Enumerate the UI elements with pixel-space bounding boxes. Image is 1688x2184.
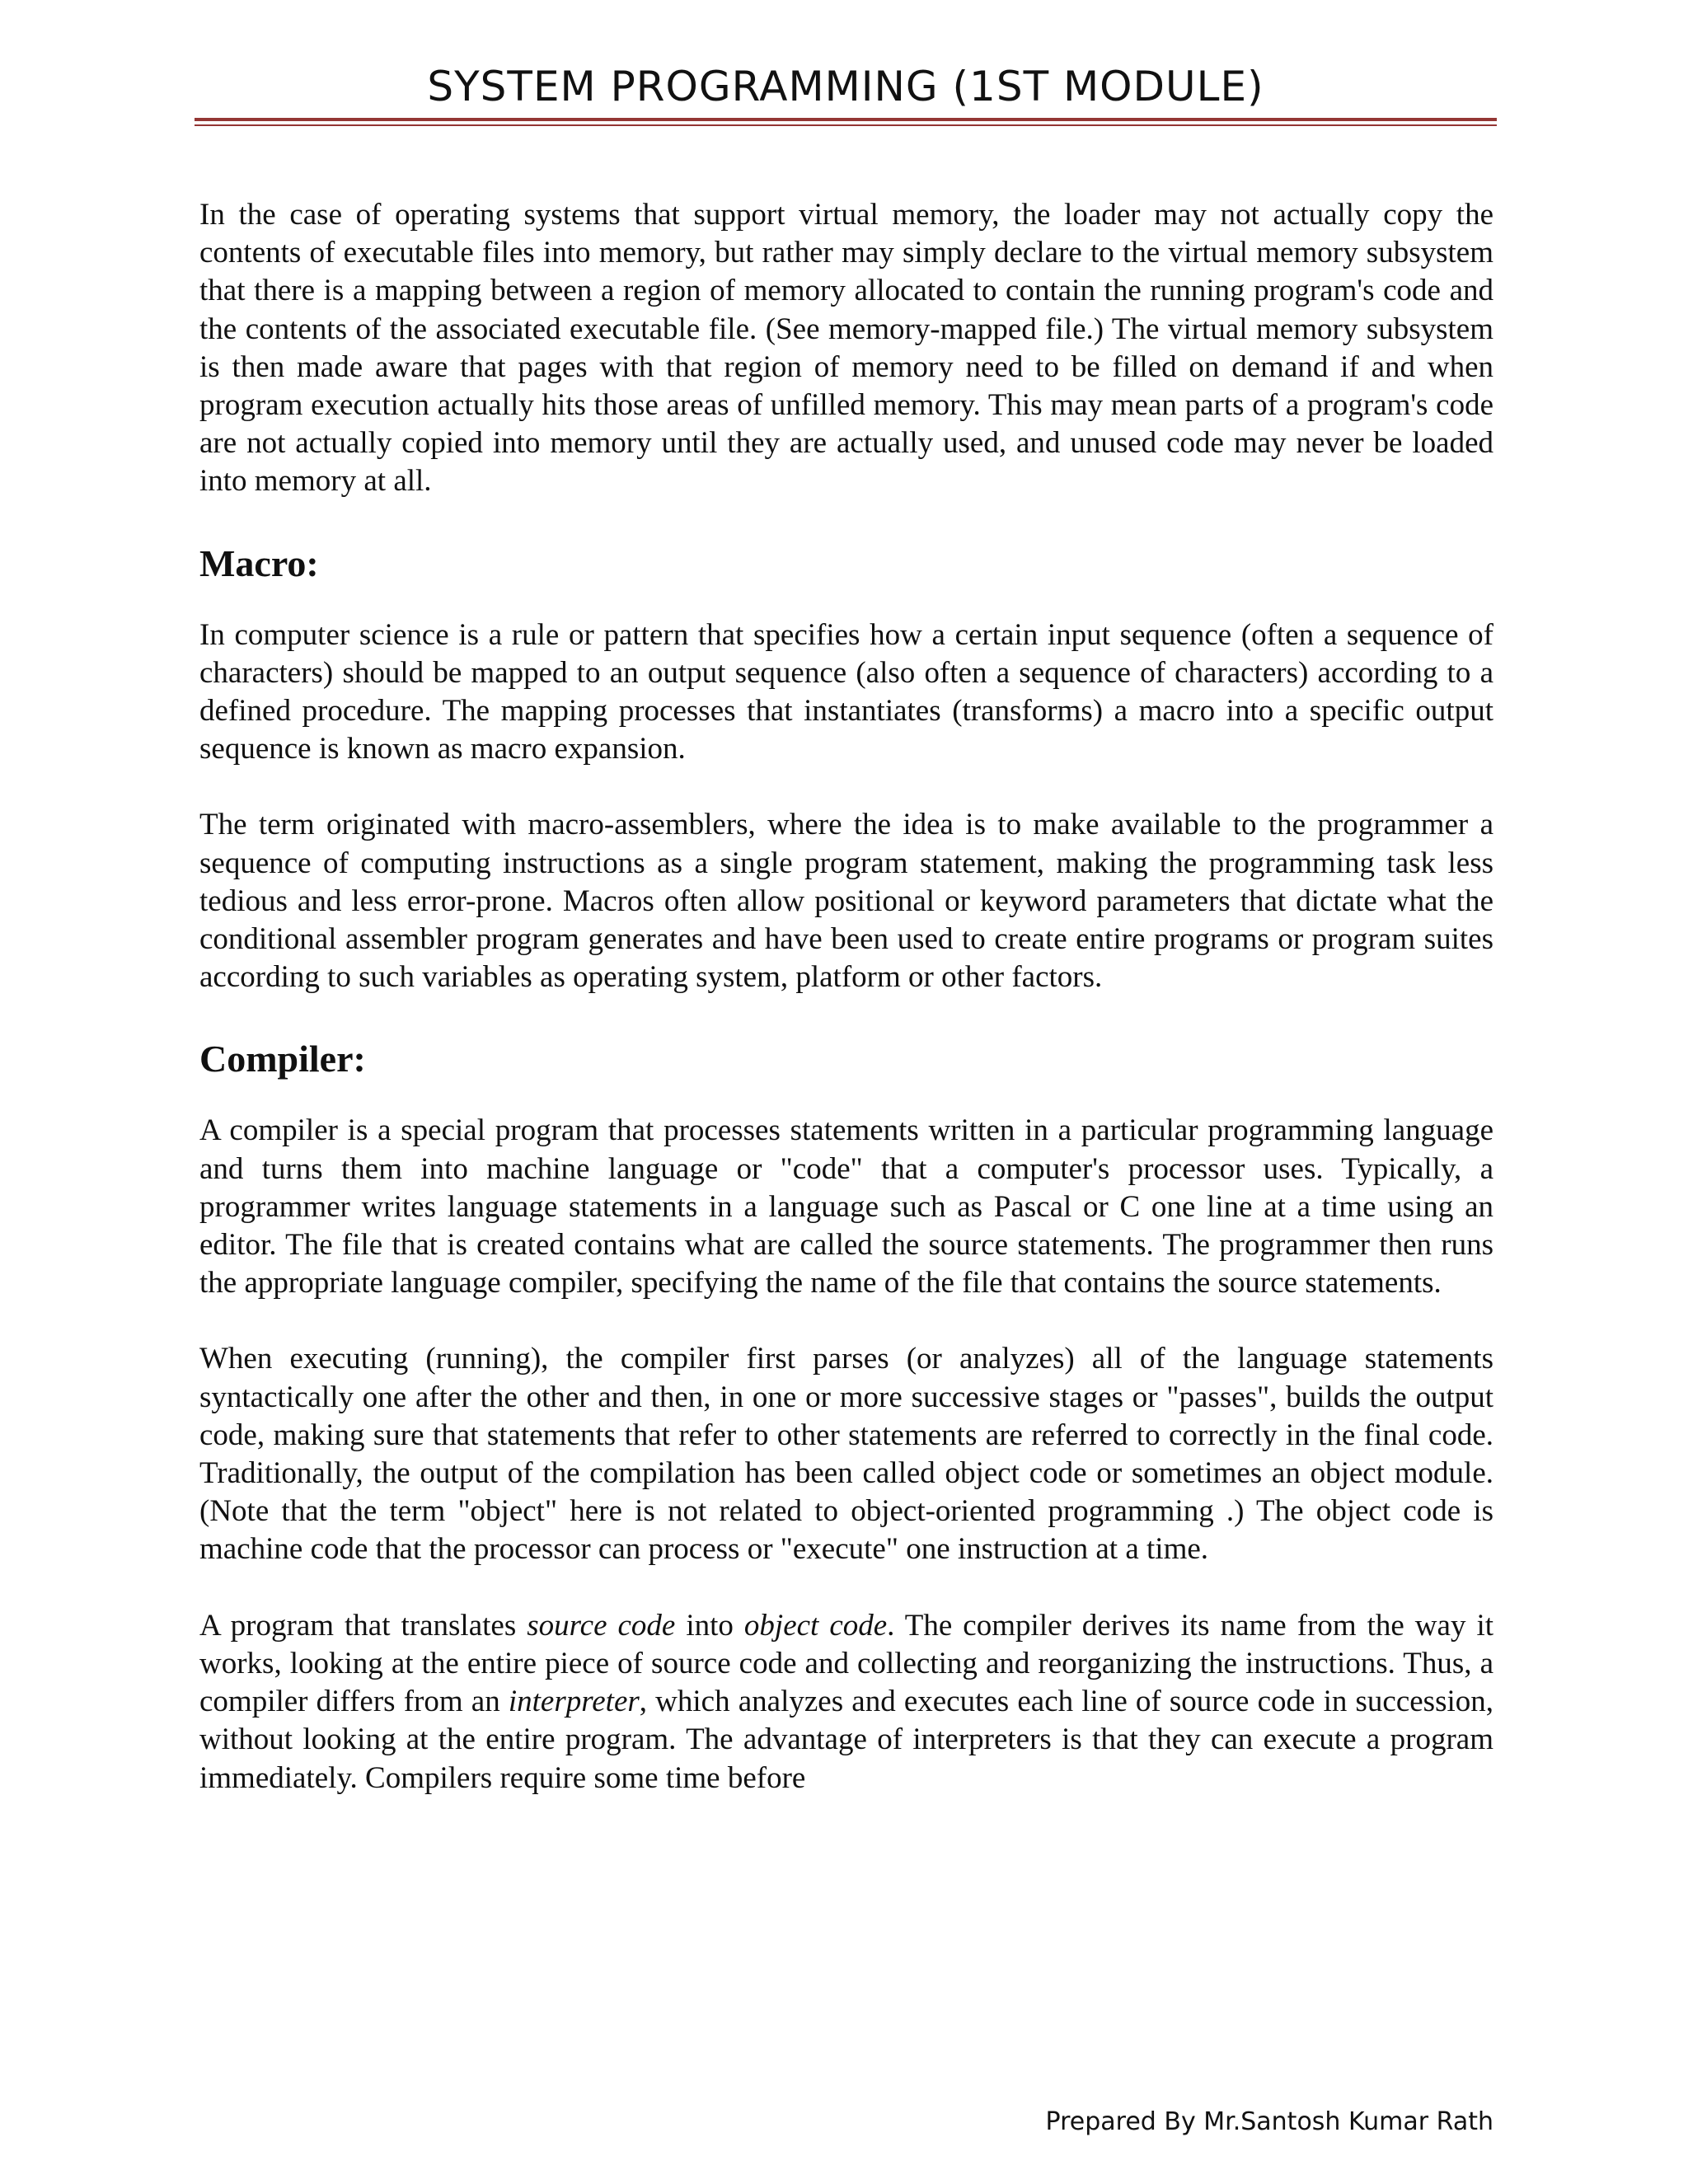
page-footer-credit: Prepared By Mr.Santosh Kumar Rath [1045, 2107, 1493, 2136]
paragraph-compiler-definition: A compiler is a special program that processes statements written in a particular programming language and turns them into machine language or "code" that a computer's processor uses. Typically, a programmer writes language statements in a language such as Pascal or C one line at a time using an editor. The file that is created contains what are called the source statements. The programmer then runs the appropriate language compiler, specifying the name of the file that contains the source statements. [199, 1113, 1493, 1301]
page-header [195, 59, 1497, 114]
paragraph-macro-origin: The term originated with macro-assemblers, where the idea is to make available to the programmer a sequence of computing instructions as a single program statement, making the programming task less tedious and less error-prone. Macros often allow positional or keyword parameters that dictate what the conditional assembler program generates and have been used to create entire programs or program suites according to such variables as operating system, platform or other factors. [199, 808, 1493, 995]
text-run: , which analyzes and executes each line of source code in succession, without looking at the entire program. The advantage of interpreters is that they can execute a program immediately. Compilers require some time before [199, 1685, 1493, 1795]
emphasis-object-code: object code [743, 1608, 888, 1643]
section-heading-macro: Macro: [199, 541, 319, 584]
document-body [199, 196, 1493, 1797]
paragraph-virtual-memory-loader: In the case of operating systems that support virtual memory, the loader may not actually copy the contents of executable files into memory, but rather may simply declare to the virtual memory subsystem that there is a mapping between a region of memory allocated to contain the running program's code and the contents of the associated executable file. (See memory-mapped file.) The virtual memory subsystem is then made aware that pages with that region of memory need to be filled on demand if and when program execution actually hits those areas of unfilled memory. This may mean parts of a program's code are not actually copied into memory until they are actually used, and unused code may never be loaded into memory at all. [199, 198, 1493, 499]
emphasis-interpreter: interpreter [508, 1685, 640, 1719]
text-run: into [675, 1608, 744, 1643]
paragraph-compiler-execution: When executing (running), the compiler first parses (or analyzes) all of the language statements syntactically one after the other and then, in one or more successive stages or "passes", builds the output code, making sure that statements that refer to other statements are referred to correctly in the final code. Traditionally, the output of the compilation has been called object code or sometimes an object module. (Note that the term "object" here is not related to object-oriented programming .) The object code is machine code that the processor can process or "execute" one instruction at a time. [199, 1342, 1493, 1567]
text-run: A program that translates [199, 1608, 528, 1643]
emphasis-source-code: source code [527, 1608, 676, 1643]
section-heading-compiler: Compiler: [199, 1038, 366, 1080]
document-title: SYSTEM PROGRAMMING (1ST MODULE) [427, 63, 1264, 110]
header-rule-secondary [195, 124, 1497, 126]
text-run: . The compiler derives its name from the way it works, looking at the entire piece of source code and collecting and reorganizing the instructions. Thus, a compiler differs from an [199, 1608, 1494, 1719]
paragraph-compiler-vs-interpreter [199, 1607, 1493, 1797]
paragraph-macro-definition: In computer science is a rule or pattern that specifies how a certain input sequence (often a sequence of characters) should be mapped to an output sequence (also often a sequence of characters) according to a defined procedure. The mapping processes that instantiates (transforms) a macro into a specific output sequence is known as macro expansion. [199, 617, 1493, 766]
header-rule [195, 118, 1497, 121]
